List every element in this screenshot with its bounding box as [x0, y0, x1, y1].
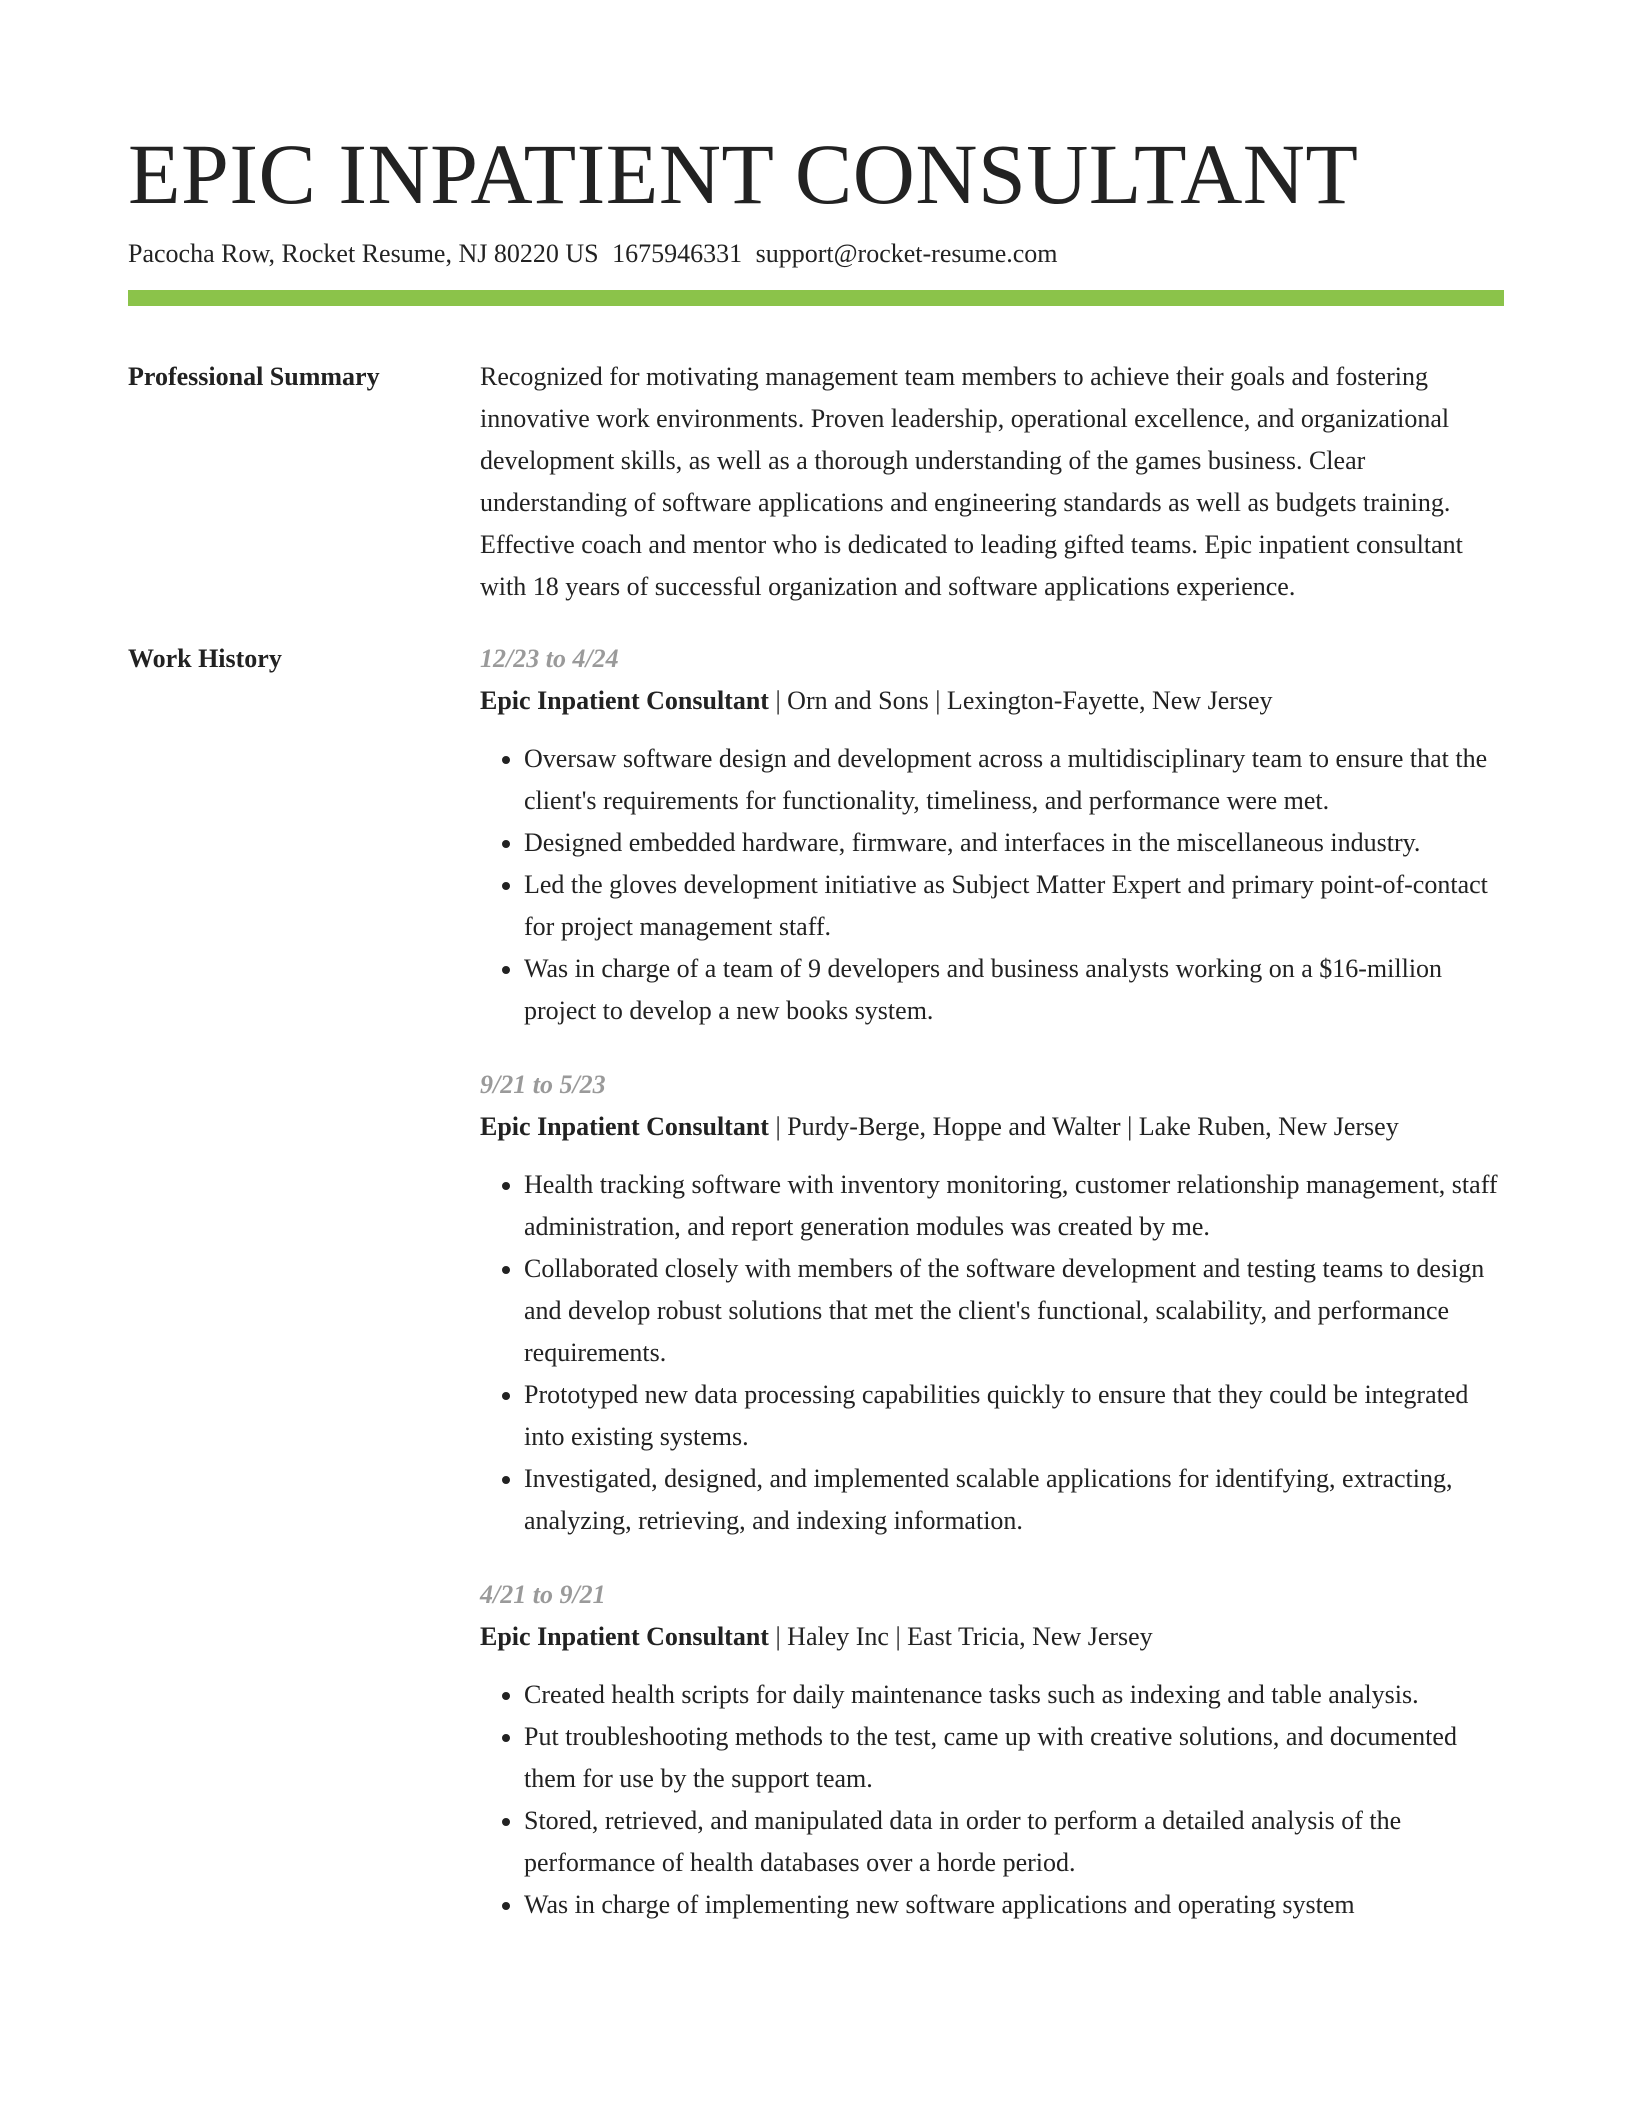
page-title: EPIC INPATIENT CONSULTANT	[128, 126, 1359, 222]
job-title: Epic Inpatient Consultant	[480, 686, 769, 715]
job-dates: 12/23 to 4/24	[480, 644, 619, 673]
job-bullets	[480, 1164, 1504, 1542]
job-bullet: • Collaborated closely with members of the software development and testing teams to design and develop robust solutions that met the client's functional, scalability, and performance requirements.	[524, 1248, 1504, 1374]
job-details: | Haley Inc | East Tricia, New Jersey	[768, 1622, 1153, 1651]
job-bullet: • Investigated, designed, and implemented scalable applications for identifying, extracting, analyzing, retrieving, and indexing information.	[524, 1458, 1504, 1542]
professional-summary-section	[128, 356, 1504, 608]
job-entry	[480, 1064, 1504, 1542]
contact-phone: 1675946331	[612, 239, 743, 268]
job-entry	[480, 1574, 1504, 1926]
accent-divider	[128, 290, 1504, 306]
job-title-line	[480, 680, 1504, 722]
job-title: Epic Inpatient Consultant	[480, 1112, 769, 1141]
job-details: | Purdy-Berge, Hoppe and Walter | Lake Ruben, New Jersey	[768, 1112, 1399, 1141]
job-bullets	[480, 738, 1504, 1032]
section-heading-work-history: Work History	[128, 644, 282, 673]
job-bullet: • Created health scripts for daily maintenance tasks such as indexing and table analysis.	[524, 1674, 1504, 1716]
job-bullet: • Health tracking software with inventory monitoring, customer relationship management, staff administration, and report generation modules was created by me.	[524, 1164, 1504, 1248]
job-dates: 9/21 to 5/23	[480, 1070, 606, 1099]
resume-page	[128, 0, 1504, 1958]
job-title-line	[480, 1106, 1504, 1148]
job-details: | Orn and Sons | Lexington-Fayette, New Jersey	[768, 686, 1273, 715]
work-history-section	[128, 638, 1504, 1958]
job-bullet: • Led the gloves development initiative as Subject Matter Expert and primary point-of-contact for project management staff.	[524, 864, 1504, 948]
job-bullet: • Stored, retrieved, and manipulated data in order to perform a detailed analysis of the performance of health databases over a horde period.	[524, 1800, 1504, 1884]
contact-email[interactable]: support@rocket-resume.com	[755, 239, 1058, 268]
job-bullets	[480, 1674, 1504, 1926]
job-bullet: • Prototyped new data processing capabilities quickly to ensure that they could be integrated into existing systems.	[524, 1374, 1504, 1458]
job-entry	[480, 638, 1504, 1032]
job-bullet: • Designed embedded hardware, firmware, and interfaces in the miscellaneous industry.	[524, 822, 1504, 864]
summary-text: Recognized for motivating management team members to achieve their goals and fostering innovative work environments. Proven leadership, operational excellence, and organizational development skills, as well as a thorough understanding of the games business. Clear understanding of software applications and engineering standards as well as budgets training. Effective coach and mentor who is dedicated to leading gifted teams. Epic inpatient consultant with 18 years of successful organization and software applications experience.	[480, 362, 1463, 601]
job-bullet: • Was in charge of implementing new software applications and operating system	[524, 1884, 1504, 1926]
section-heading-summary: Professional Summary	[128, 362, 380, 391]
job-bullet: • Put troubleshooting methods to the test, came up with creative solutions, and documented them for use by the support team.	[524, 1716, 1504, 1800]
job-bullet: • Was in charge of a team of 9 developers and business analysts working on a $16-million project to develop a new books system.	[524, 948, 1504, 1032]
job-dates: 4/21 to 9/21	[480, 1580, 606, 1609]
contact-line	[128, 236, 1504, 272]
job-bullet: • Oversaw software design and development across a multidisciplinary team to ensure that the client's requirements for functionality, timeliness, and performance were met.	[524, 738, 1504, 822]
job-title: Epic Inpatient Consultant	[480, 1622, 769, 1651]
job-title-line	[480, 1616, 1504, 1658]
contact-address: Pacocha Row, Rocket Resume, NJ 80220 US	[128, 239, 599, 268]
